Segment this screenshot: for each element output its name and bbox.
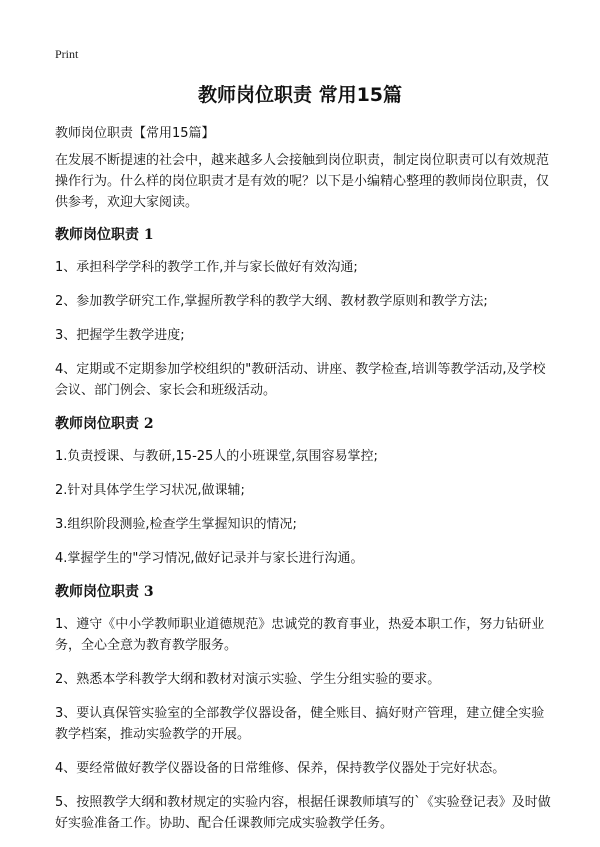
list-item: 1.负责授课、与教研,15-25人的小班课堂,氛围容易掌控; (55, 449, 378, 464)
section-2 (55, 414, 555, 569)
document-subtitle: 教师岗位职责【常用15篇】 (55, 126, 215, 141)
list-item: 2、参加教学研究工作,掌握所教学科的教学大纲、教材教学原则和教学方法; (55, 294, 488, 309)
document-body (55, 150, 555, 847)
list-item: 4.掌握学生的"学习情况,做好记录并与家长进行沟通。 (55, 551, 364, 566)
list-item: 4、定期或不定期参加学校组织的"教研活动、讲座、教学检查,培训等教学活动,及学校会议、部门例会、家长会和班级活动。 (55, 362, 546, 398)
list-item: 1、承担科学学科的教学工作,并与家长做好有效沟通; (55, 260, 358, 275)
section-3 (55, 582, 555, 834)
section-heading: 教师岗位职责 1 (55, 227, 154, 243)
list-item: 3、把握学生教学进度; (55, 328, 185, 343)
list-item: 3、要认真保管实验室的全部教学仪器设备，健全账目、搞好财产管理，建立健全实验教学档案，推动实验教学的开展。 (55, 706, 545, 742)
list-item: 2、熟悉本学科教学大纲和教材对演示实验、学生分组实验的要求。 (55, 672, 441, 687)
intro-paragraph: 在发展不断提速的社会中，越来越多人会接触到岗位职责，制定岗位职责可以有效规范操作行为。什么样的岗位职责才是有效的呢？以下是小编精心整理的教师岗位职责，仅供参考，欢迎大家阅读。 (55, 153, 550, 210)
list-item: 4、要经常做好教学仪器设备的日常维修、保养，保持教学仪器处于完好状态。 (55, 761, 506, 776)
list-item: 5、按照教学大纲和教材规定的实验内容，根据任课教师填写的`《实验登记表》及时做好实验准备工作。协助、配合任课教师完成实验教学任务。 (55, 795, 551, 831)
list-item: 3.组织阶段测验,检查学生掌握知识的情况; (55, 517, 297, 532)
print-link[interactable]: Print (55, 47, 79, 61)
list-item: 2.针对具体学生学习状况,做课辅; (55, 483, 245, 498)
document-title: 教师岗位职责 常用15篇 (197, 84, 403, 106)
section-heading: 教师岗位职责 2 (55, 416, 154, 432)
list-item: 1、遵守《中小学教师职业道德规范》忠诚党的教育事业，热爱本职工作，努力钻研业务，全心全意为教育教学服务。 (55, 617, 545, 653)
section-1 (55, 225, 555, 401)
section-heading: 教师岗位职责 3 (55, 584, 154, 600)
